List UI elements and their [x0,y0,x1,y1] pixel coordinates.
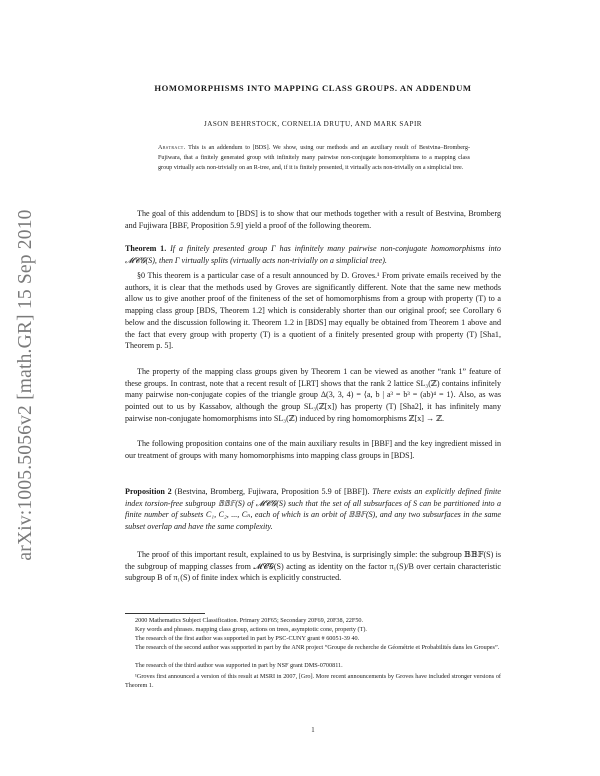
footnote-msc: 2000 Mathematics Subject Classification. Primary 20F65; Secondary 20F69, 20F38, 22F50. [135,617,364,624]
arxiv-sidebar [8,170,44,600]
abstract-text: This is an addendum to [BDS]. We show, using our methods and an auxiliary result of Bestvina–Bromberg-Fujiwara, that a finitely generated group with infinitely many pairwise non-conjugate homomorphisms to a mapping class group virtually acts non-trivially on an R-tree, and, if it is finitely presented, it virtually acts non-trivially on a simplicial tree. [158,145,470,172]
theorem-1 [125,243,501,266]
proposition-label: Proposition 2 [125,487,172,496]
paragraph-rank-one: The property of the mapping class groups given by Theorem 1 can be viewed as another “rank 1” feature of these groups. In contrast, note that a recent result of [LRT] shows that the rank 2 lattice SL₃(ℤ) contains infinitely many pairwise non-conjugate copies of the triangle group Δ(3, 3, 4) = ⟨a, b | a³ = b³ = (ab)⁴ = 1⟩. Also, as was pointed out to us by Kassabov, although the group SL₃(ℤ[x]) has property (T) [Sha2], it has infinitely many pairwise non-conjugate homomorphisms into SL₃(ℤ) induced by ring homomorphisms ℤ[x] → ℤ. [125,367,501,423]
abstract-label: Abstract. [158,145,186,151]
proposition-citation: (Bestvina, Bromberg, Fujiwara, Proposition 5.9 of [BBF]). [174,487,370,496]
proposition-2 [125,486,501,533]
paper-authors: JASON BEHRSTOCK, CORNELIA DRUȚU, AND MARK SAPIR [203,120,423,128]
proposition-text: There exists an explicitly defined finite index torsion-free subgroup 𝔹𝔹𝔽(S) of 𝓜𝓒𝓖(S) such that the set of all subsurfaces of S can be partitioned into a finite number of subsets C₁, C₂, ..., Cₙ, each of which is an orbit of 𝔹𝔹𝔽(S), and any two subsurfaces in the same subset overlap and have the same complexity. [125,487,501,532]
paragraph-proposition-intro: The following proposition contains one of the main auxiliary results in [BBF] and the key ingredient missed in our treatment of groups with many homomorphisms into mapping class groups in [BDS]. [125,439,501,460]
footnote-groves: ¹Groves first announced a version of this result at MSRI in 2007, [Gro]. More recent announcements by Groves have included stronger versions of Theorem 1. [125,673,501,689]
abstract [158,143,470,174]
footnote-support-first: The research of the first author was supported in part by PSC-CUNY grant # 60051-39 40. [135,635,360,642]
theorem-text: If a finitely presented group Γ has infinitely many pairwise non-conjugate homomorphisms into 𝓜𝓒𝓖(S), then Γ virtually splits (virtually acts non-trivially on a simplicial tree). [125,244,501,265]
footnote-rule [125,613,205,614]
intro-paragraph: The goal of this addendum to [BDS] is to show that our methods together with a result of Bestvina, Bromberg and Fujiwara [BBF, Proposition 5.9] yield a proof of the following theorem. [125,209,501,230]
arxiv-identifier: arXiv:1005.5056v2 [math.GR] 15 Sep 2010 [15,209,36,561]
theorem-label: Theorem 1. [125,244,167,253]
paragraph-proof: The proof of this important result, explained to us by Bestvina, is surprisingly simple: the subgroup 𝔹𝔹𝔽(S) is the subgroup of mapping classes from 𝓜𝓒𝓖(S) acting as identity on the factor π₁(S)/B over certain characteristic subgroup B of π₁(S) of finite index which is explicitly constructed. [125,550,501,583]
page-number: 1 [311,727,315,734]
paper-title: HOMOMORPHISMS INTO MAPPING CLASS GROUPS. AN ADDENDUM [154,83,472,93]
paragraph-groves: §0 This theorem is a particular case of a result announced by D. Groves.¹ From private emails received by the authors, it is clear that the methods used by Groves are significantly different. Note that the same new methods allow us to give another proof of the finiteness of the set of homomorphisms from a group with property (T) to a mapping class group [BDS, Theorem 1.2] which is considerably shorter than our original proof; see Corollary 6 below and the discussion following it. Theorem 1.2 in [BDS] may equally be obtained from Theorem 1 above and the fact that every group with property (T) is a quotient of a finitely presented group with property (T) [Sha1, Theorem p. 5]. [125,271,501,351]
footnote-support-second: The research of the second author was supported in part by the ANR project “Groupe de recherche de Géométrie et Probabilités dans les Groupes”. [135,644,500,651]
footnote-keywords: Key words and phrases. mapping class group, actions on trees, asymptotic cone, property (T). [135,626,367,633]
footnote-support-third: The research of the third author was supported in part by NSF grant DMS-0700811. [135,662,343,669]
